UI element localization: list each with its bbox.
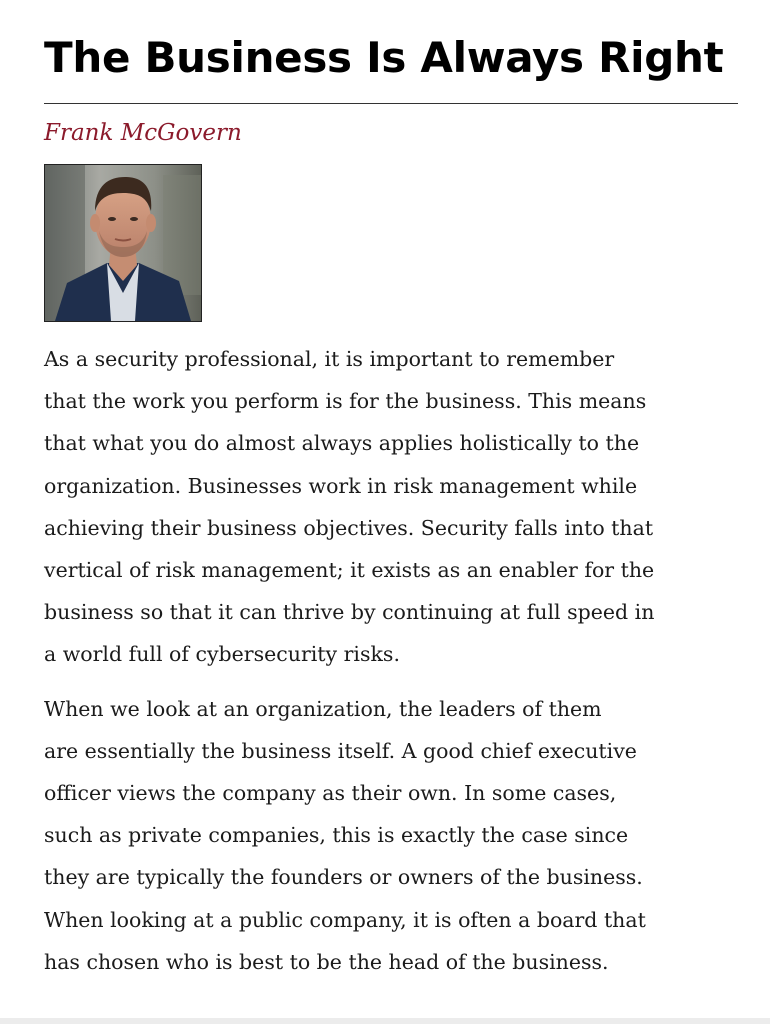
author-portrait-image <box>45 165 201 321</box>
bottom-edge-bar <box>0 1018 770 1024</box>
author-name: Frank McGovern <box>44 120 242 146</box>
paragraph-line: When we look at an organization, the leaders of them <box>44 696 602 721</box>
title-divider <box>44 103 738 104</box>
paragraph-line: such as private companies, this is exactly the case since <box>44 823 629 848</box>
paragraph-line: As a security professional, it is important to remember <box>44 347 615 371</box>
paragraph-line: they are typically the founders or owners of the business. <box>44 865 643 890</box>
paragraph-line: achieving their business objectives. Security falls into that <box>44 515 654 540</box>
paragraph-line: When looking at a public company, it is often a board that <box>44 907 646 932</box>
paragraph-line: organization. Businesses work in risk management while <box>44 473 638 498</box>
paragraph-line: a world full of cybersecurity risks. <box>44 642 400 667</box>
paragraph-line: that what you do almost always applies holistically to the <box>44 431 640 456</box>
author-photo <box>44 164 202 322</box>
paragraph-line: business so that it can thrive by continuing at full speed in <box>44 600 655 625</box>
paragraph-1 <box>44 338 744 676</box>
paragraph-2 <box>44 688 744 983</box>
paragraph-line: vertical of risk management; it exists as an enabler for the <box>44 558 655 583</box>
paragraph-line: officer views the company as their own. In some cases, <box>44 781 617 806</box>
paragraph-line: that the work you perform is for the business. This means <box>44 389 647 414</box>
article-title: The Business Is Always Right <box>44 33 724 82</box>
paragraph-line: are essentially the business itself. A good chief executive <box>44 738 637 763</box>
paragraph-line: has chosen who is best to be the head of the business. <box>44 949 609 974</box>
